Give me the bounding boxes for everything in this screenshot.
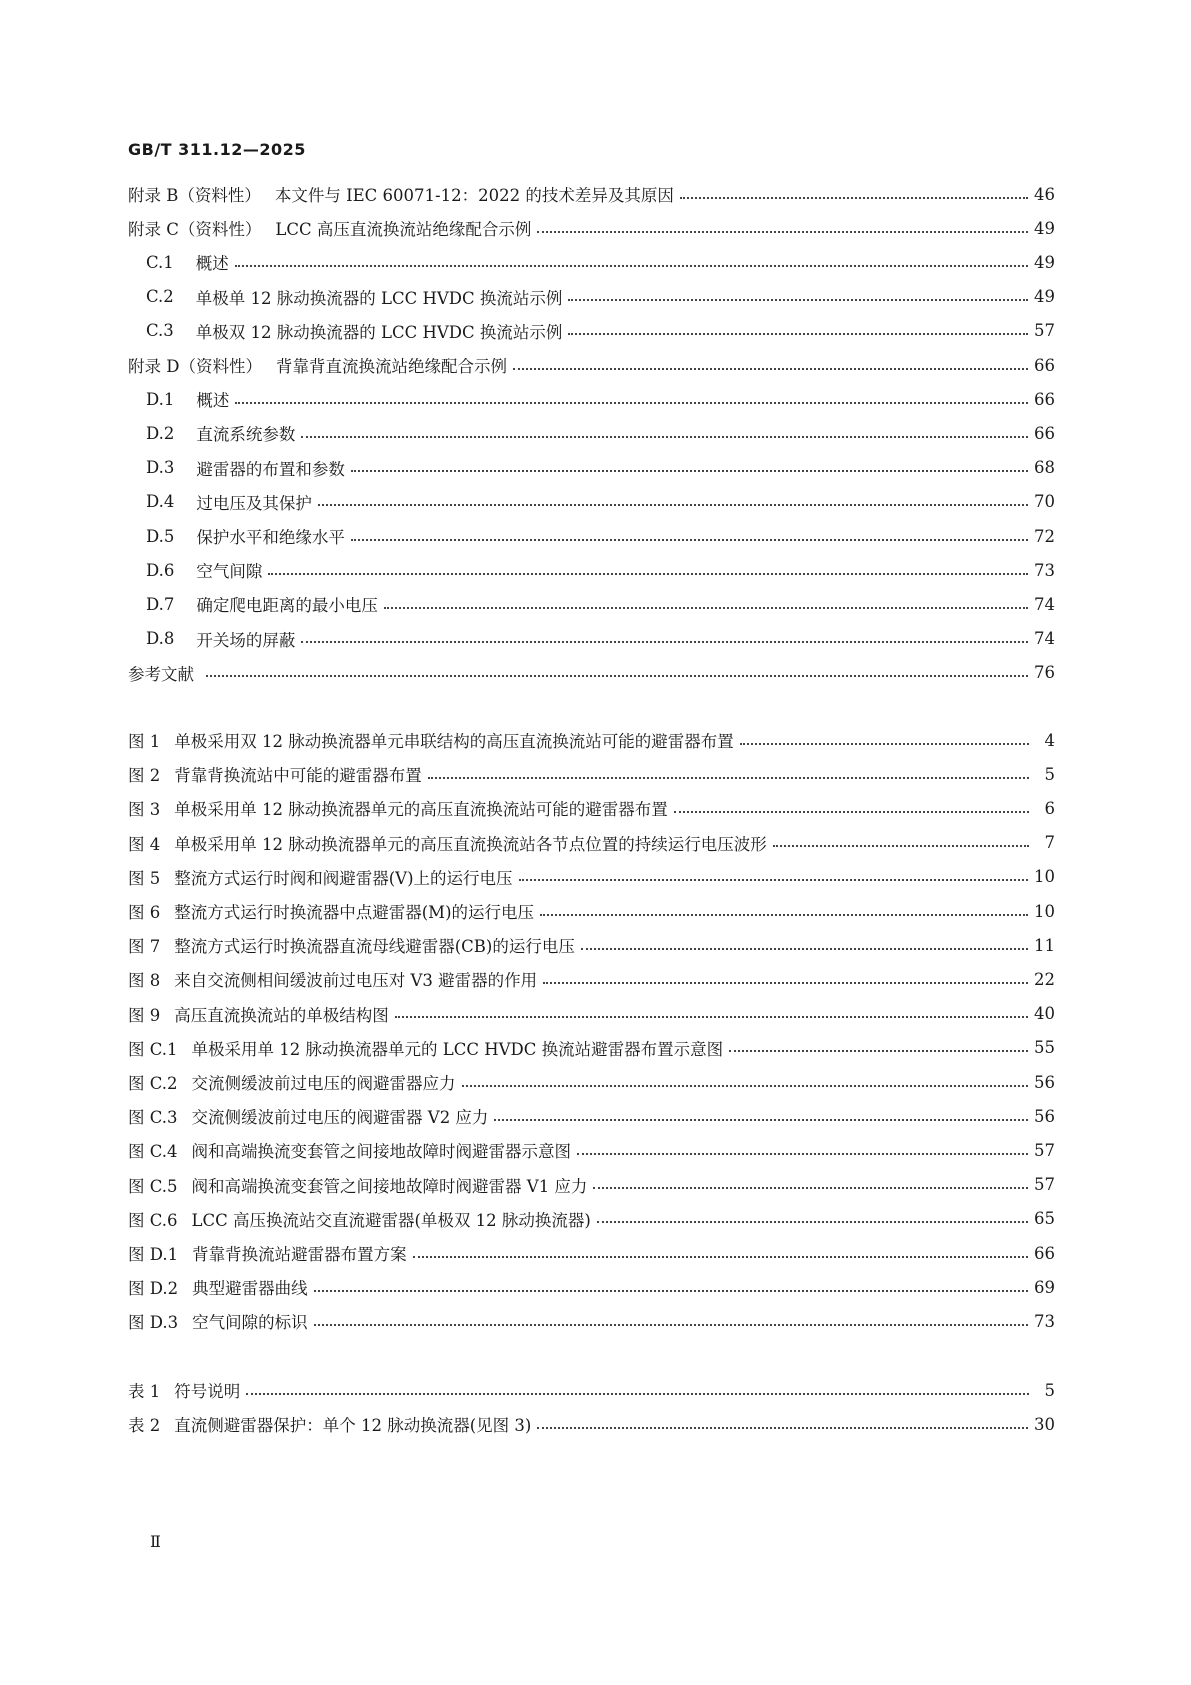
- toc-entry-title: 整流方式运行时阀和阀避雷器(V)上的运行电压: [174, 868, 513, 888]
- toc-entry-number: 图 C.6: [128, 1210, 178, 1230]
- toc-entry-number: 图 C.3: [128, 1108, 178, 1128]
- toc-entry-page: 68: [1034, 458, 1055, 478]
- toc-entry-number: D.2: [146, 423, 175, 443]
- toc-entry-number: 图 2: [128, 766, 161, 786]
- toc-entry-page: 73: [1034, 1311, 1055, 1331]
- toc-entry-title: 单极采用单 12 脉动换流器单元的 LCC HVDC 换流站避雷器布置示意图: [191, 1039, 724, 1059]
- toc-figure-entry[interactable]: [128, 1030, 1055, 1066]
- toc-entry-number: 图 C.4: [128, 1142, 178, 1162]
- toc-section-entry[interactable]: [146, 279, 1055, 315]
- toc-entry-title: LCC 高压直流换流站绝缘配合示例: [275, 220, 532, 240]
- toc-entry-number: D.4: [146, 492, 175, 512]
- toc-entry-title: 空气间隙: [196, 562, 263, 582]
- dot-leader: [577, 1152, 1028, 1155]
- toc-entry-number: C.2: [146, 287, 174, 307]
- page-number: Ⅱ: [150, 1532, 161, 1551]
- dot-leader: [513, 367, 1028, 370]
- toc-entry-page: 7: [1044, 833, 1055, 853]
- dot-leader: [729, 1049, 1028, 1052]
- dot-leader: [494, 1118, 1028, 1121]
- toc-entry-page: 74: [1034, 594, 1055, 614]
- toc-entry-title: 保护水平和绝缘水平: [196, 528, 345, 547]
- toc-entry-page: 49: [1034, 218, 1055, 238]
- toc-entry-title: 单极采用单 12 脉动换流器单元的高压直流换流站可能的避雷器布置: [174, 800, 668, 820]
- toc-entry-number: 附录 B（资料性）: [128, 186, 261, 205]
- dot-leader: [318, 503, 1028, 506]
- toc-entry-number: D.8: [146, 629, 175, 649]
- toc-section-entry[interactable]: [146, 621, 1055, 657]
- toc-entry-number: 图 5: [128, 868, 161, 888]
- toc-entry-number: D.5: [146, 526, 175, 546]
- dot-leader: [519, 878, 1028, 881]
- toc-entry-title: 概述: [195, 254, 229, 274]
- toc-entry-page: 57: [1034, 321, 1055, 341]
- toc-entry-title: 直流系统参数: [196, 425, 296, 445]
- toc-entry-title: 概述: [196, 391, 230, 411]
- toc-entry-title: 交流侧缓波前过电压的阀避雷器应力: [191, 1074, 456, 1093]
- toc-entry-title: 整流方式运行时换流器中点避雷器(M)的运行电压: [174, 903, 535, 922]
- toc-entry-page: 66: [1034, 389, 1055, 409]
- toc-entry-number: C.3: [146, 321, 174, 341]
- dot-leader: [543, 981, 1028, 984]
- dot-leader: [351, 469, 1028, 472]
- toc-entry-page: 66: [1034, 355, 1055, 375]
- toc-entry-page: 4: [1044, 730, 1055, 750]
- toc-section-entry[interactable]: [146, 484, 1055, 520]
- toc-section-entry[interactable]: [128, 655, 1055, 691]
- toc-entry-page: 66: [1034, 423, 1055, 443]
- toc-entry-title: LCC 高压换流站交直流避雷器(单极双 12 脉动换流器): [191, 1210, 591, 1230]
- toc-entry-number: 图 4: [128, 834, 161, 854]
- dot-leader: [384, 606, 1028, 609]
- toc-entry-number: 附录 D（资料性）: [128, 357, 262, 376]
- toc-entry-title: 符号说明: [174, 1382, 241, 1401]
- toc-figure-entry[interactable]: [128, 1064, 1055, 1100]
- toc-figure-entry[interactable]: [128, 996, 1055, 1032]
- toc-entry-title: 过电压及其保护: [196, 493, 312, 513]
- toc-entry-title: 单极单 12 脉动换流器的 LCC HVDC 换流站示例: [195, 288, 563, 308]
- dot-leader: [235, 401, 1028, 404]
- toc-section-entry[interactable]: [146, 244, 1055, 280]
- toc-entry-title: 单极采用双 12 脉动换流器单元串联结构的高压直流换流站可能的避雷器布置: [174, 732, 734, 751]
- dot-leader: [740, 742, 1029, 745]
- toc-section-entry[interactable]: [146, 518, 1055, 554]
- toc-entry-page: 66: [1034, 1243, 1055, 1263]
- toc-entry-page: 6: [1044, 798, 1055, 818]
- toc-entry-title: 阀和高端换流变套管之间接地故障时阀避雷器示意图: [191, 1142, 572, 1162]
- toc-entry-title: 单极采用单 12 脉动换流器单元的高压直流换流站各节点位置的持续运行电压波形: [174, 834, 767, 854]
- toc-section-entry[interactable]: [146, 552, 1055, 588]
- toc-entry-title: 确定爬电距离的最小电压: [196, 596, 378, 616]
- dot-leader: [568, 298, 1028, 301]
- toc-table-entry[interactable]: [128, 1372, 1055, 1408]
- toc-entry-page: 57: [1034, 1175, 1055, 1195]
- dot-leader: [680, 196, 1028, 199]
- toc-entry-page: 70: [1034, 492, 1055, 512]
- dot-leader: [268, 572, 1028, 575]
- dot-leader: [351, 538, 1028, 541]
- toc-entry-page: 5: [1044, 1380, 1055, 1400]
- toc-entry-page: 22: [1034, 969, 1055, 989]
- toc-entry-page: 56: [1034, 1072, 1055, 1092]
- toc-entry-title: 开关场的屏蔽: [196, 630, 296, 650]
- toc-entry-page: 11: [1034, 935, 1055, 955]
- dot-leader: [246, 1392, 1029, 1395]
- toc-entry-number: D.1: [146, 389, 175, 409]
- toc-entry-page: 49: [1034, 287, 1055, 307]
- toc-figure-entry[interactable]: [128, 1167, 1055, 1203]
- toc-figure-entry[interactable]: [128, 756, 1055, 792]
- dot-leader: [314, 1323, 1028, 1326]
- toc-figure-entry[interactable]: [128, 927, 1055, 963]
- toc-figure-entry[interactable]: [128, 859, 1055, 895]
- dot-leader: [428, 776, 1029, 779]
- toc-entry-page: 30: [1034, 1414, 1055, 1434]
- toc-entry-title: 高压直流换流站的单极结构图: [174, 1005, 389, 1025]
- toc-figure-entry[interactable]: [128, 1303, 1055, 1339]
- toc-figure-entry[interactable]: [128, 1132, 1055, 1168]
- dot-leader: [581, 947, 1028, 950]
- toc-figure-entry[interactable]: [128, 1201, 1055, 1237]
- dot-leader: [597, 1220, 1028, 1223]
- toc-entry-page: 76: [1034, 663, 1055, 683]
- toc-section-entry[interactable]: [128, 347, 1055, 383]
- toc-section-entry[interactable]: [146, 586, 1055, 622]
- toc-entry-page: 40: [1034, 1004, 1055, 1024]
- toc-entry-page: 46: [1034, 184, 1055, 204]
- toc-entry-number: D.3: [146, 458, 175, 478]
- toc-entry-number: 图 7: [128, 937, 161, 957]
- toc-entry-page: 56: [1034, 1106, 1055, 1126]
- toc-entry-title: 直流侧避雷器保护：单个 12 脉动换流器(见图 3): [174, 1416, 532, 1436]
- toc-entry-number: C.1: [146, 252, 174, 272]
- toc-section-entry[interactable]: [146, 381, 1055, 417]
- dot-leader: [395, 1015, 1028, 1018]
- toc-entry-title: 本文件与 IEC 60071-12：2022 的技术差异及其原因: [274, 186, 674, 205]
- toc-entry-page: 74: [1034, 629, 1055, 649]
- toc-entry-number: 表 1: [128, 1382, 161, 1401]
- toc-figure-entry[interactable]: [128, 1098, 1055, 1134]
- toc-figure-entry[interactable]: [128, 893, 1055, 929]
- toc-entry-title: 来自交流侧相间缓波前过电压对 V3 避雷器的作用: [174, 971, 538, 991]
- toc-entry-number: 图 D.1: [128, 1245, 179, 1264]
- toc-entry-number: D.6: [146, 560, 175, 580]
- document-code: GB/T 311.12—2025: [128, 140, 306, 159]
- dot-leader: [301, 640, 1028, 643]
- dot-leader: [568, 332, 1028, 335]
- toc-entry-page: 65: [1034, 1209, 1055, 1229]
- toc-section-entry[interactable]: [146, 450, 1055, 486]
- toc-entry-title: 整流方式运行时换流器直流母线避雷器(CB)的运行电压: [174, 937, 575, 957]
- toc-figure-entry[interactable]: [128, 1269, 1055, 1305]
- toc-section-entry[interactable]: [146, 415, 1055, 451]
- toc-entry-page: 49: [1034, 252, 1055, 272]
- toc-entry-title: 空气间隙的标识: [192, 1313, 308, 1333]
- toc-entry-title: 阀和高端换流变套管之间接地故障时阀避雷器 V1 应力: [191, 1176, 588, 1196]
- toc-entry-title: 单极双 12 脉动换流器的 LCC HVDC 换流站示例: [195, 322, 563, 342]
- toc-entry-page: 72: [1034, 526, 1055, 546]
- toc-entry-number: 附录 C（资料性）: [128, 220, 262, 240]
- toc-entry-title: 背靠背换流站避雷器布置方案: [192, 1245, 407, 1264]
- dot-leader: [537, 1426, 1028, 1429]
- toc-figure-entry[interactable]: [128, 722, 1055, 758]
- dot-leader: [235, 264, 1028, 267]
- toc-table-entry[interactable]: [128, 1406, 1055, 1442]
- toc-figure-entry[interactable]: [128, 790, 1055, 826]
- toc-entry-number: 图 9: [128, 1005, 161, 1025]
- dot-leader: [413, 1255, 1028, 1258]
- dot-leader: [301, 435, 1028, 438]
- toc-entry-number: 图 C.2: [128, 1074, 178, 1093]
- dot-leader: [462, 1084, 1028, 1087]
- toc-entry-page: 5: [1044, 764, 1055, 784]
- dot-leader: [674, 810, 1029, 813]
- toc-entry-number: 图 8: [128, 971, 161, 991]
- toc-entry-number: 参考文献: [128, 664, 194, 684]
- dot-leader: [314, 1289, 1028, 1292]
- toc-entry-number: 图 D.2: [128, 1279, 179, 1299]
- toc-entry-number: D.7: [146, 594, 175, 614]
- toc-entry-title: 典型避雷器曲线: [192, 1279, 308, 1299]
- toc-entry-page: 10: [1034, 901, 1055, 921]
- toc-entry-number: 图 C.5: [128, 1176, 178, 1196]
- toc-figure-entry[interactable]: [128, 961, 1055, 997]
- toc-entry-page: 10: [1034, 867, 1055, 887]
- toc-entry-title: 背靠背换流站中可能的避雷器布置: [174, 766, 422, 786]
- toc-entry-number: 图 C.1: [128, 1039, 178, 1059]
- toc-entry-number: 图 3: [128, 800, 161, 820]
- dot-leader: [773, 844, 1029, 847]
- toc-entry-title: 交流侧缓波前过电压的阀避雷器 V2 应力: [191, 1108, 489, 1128]
- toc-entry-title: 背靠背直流换流站绝缘配合示例: [275, 357, 507, 376]
- toc-section-entry[interactable]: [146, 313, 1055, 349]
- toc-entry-number: 图 6: [128, 903, 161, 922]
- toc-entry-number: 图 1: [128, 732, 161, 751]
- toc-entry-page: 69: [1034, 1277, 1055, 1297]
- toc-figure-entry[interactable]: [128, 825, 1055, 861]
- toc-section-entry[interactable]: [128, 210, 1055, 246]
- dot-leader: [540, 913, 1028, 916]
- toc-entry-title: 避雷器的布置和参数: [196, 459, 345, 479]
- toc-entry-page: 57: [1034, 1140, 1055, 1160]
- toc-section-entry[interactable]: [128, 176, 1055, 212]
- toc-entry-number: 表 2: [128, 1416, 161, 1436]
- toc-entry-number: 图 D.3: [128, 1313, 179, 1333]
- toc-figure-entry[interactable]: [128, 1235, 1055, 1271]
- dot-leader: [537, 230, 1028, 233]
- dot-leader: [206, 674, 1028, 677]
- toc-entry-page: 55: [1034, 1038, 1055, 1058]
- dot-leader: [593, 1186, 1028, 1189]
- toc-entry-page: 73: [1034, 560, 1055, 580]
